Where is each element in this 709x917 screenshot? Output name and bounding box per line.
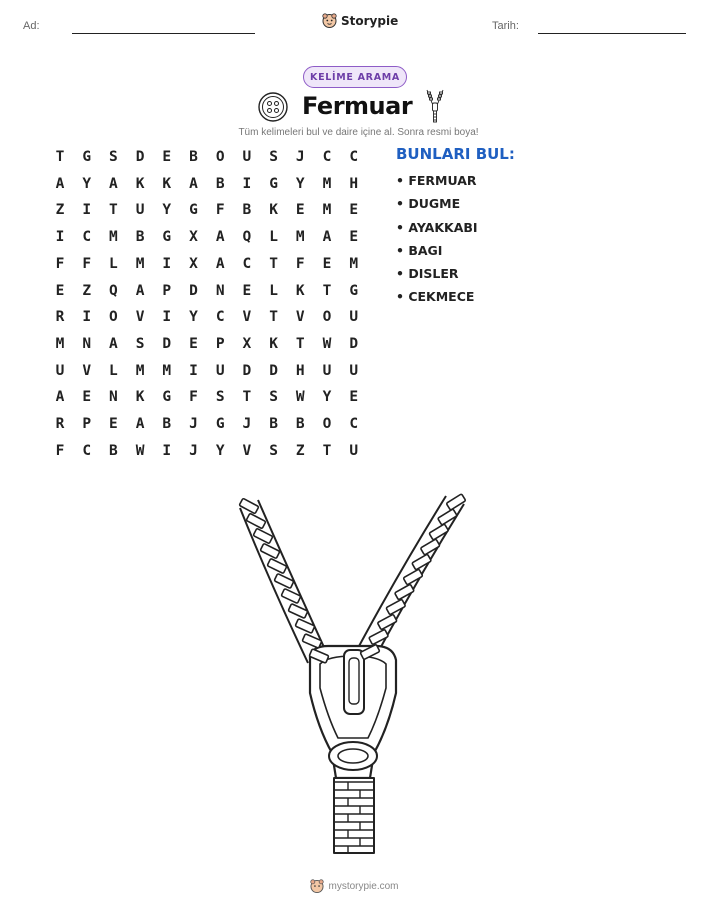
grid-letter[interactable]: M (135, 362, 145, 379)
grid-letter[interactable]: A (215, 255, 225, 272)
grid-letter[interactable]: T (269, 309, 278, 326)
grid-letter[interactable]: I (82, 309, 92, 326)
grid-letter[interactable]: C (242, 255, 252, 272)
grid-letter[interactable]: S (269, 389, 278, 406)
grid-letter[interactable]: S (215, 389, 225, 406)
grid-letter[interactable]: M (55, 335, 65, 352)
grid-letter[interactable]: U (349, 442, 359, 459)
grid-letter[interactable]: L (109, 362, 118, 379)
grid-letter[interactable]: P (215, 335, 225, 352)
grid-letter[interactable]: N (109, 389, 118, 406)
grid-letter[interactable]: S (109, 149, 118, 165)
grid-letter[interactable]: H (349, 175, 359, 192)
grid-letter[interactable]: P (82, 416, 92, 432)
grid-letter[interactable]: A (189, 175, 198, 192)
brand-name: Storypie (341, 14, 399, 28)
grid-letter[interactable]: Y (162, 202, 172, 219)
word-list-title: BUNLARI BUL: (396, 145, 515, 163)
grid-letter[interactable]: V (242, 442, 252, 459)
grid-letter[interactable]: C (82, 442, 92, 459)
grid-letter[interactable]: Y (82, 175, 92, 192)
grid-letter[interactable]: B (162, 416, 172, 432)
grid-letter[interactable]: M (135, 255, 145, 272)
storypie-mascot-icon (322, 13, 337, 29)
grid-letter[interactable]: U (55, 362, 65, 379)
grid-letter[interactable]: E (189, 335, 198, 352)
grid-letter[interactable]: E (82, 389, 92, 406)
grid-letter[interactable]: A (55, 389, 65, 406)
grid-letter[interactable]: V (135, 309, 145, 326)
grid-letter[interactable]: X (189, 255, 198, 272)
grid-letter[interactable]: G (189, 202, 198, 219)
grid-letter[interactable]: U (242, 149, 252, 165)
grid-letter[interactable]: M (295, 229, 305, 246)
grid-letter[interactable]: E (109, 416, 118, 432)
grid-letter[interactable]: W (322, 335, 332, 352)
grid-letter[interactable]: B (242, 202, 252, 219)
grid-letter[interactable]: F (215, 202, 225, 219)
grid-letter[interactable]: C (349, 149, 359, 165)
grid-letter[interactable]: F (55, 255, 65, 272)
brand-logo (322, 13, 398, 29)
grid-letter[interactable]: X (189, 229, 198, 246)
grid-letter[interactable]: A (215, 229, 225, 246)
word-item: • DISLER (396, 266, 459, 282)
grid-letter[interactable]: T (295, 335, 305, 352)
grid-letter[interactable]: I (162, 442, 172, 459)
grid-letter[interactable]: T (55, 149, 65, 165)
grid-letter[interactable]: B (109, 442, 118, 459)
grid-letter[interactable]: T (322, 442, 332, 459)
footer (0, 879, 709, 894)
grid-letter[interactable]: L (269, 229, 278, 246)
zipper-illustration (228, 488, 478, 858)
grid-letter[interactable]: B (269, 416, 278, 432)
grid-letter[interactable]: Q (109, 282, 118, 299)
grid-letter[interactable]: U (322, 362, 332, 379)
grid-letter[interactable]: T (269, 255, 278, 272)
grid-letter[interactable]: K (295, 282, 305, 299)
grid-letter[interactable]: M (322, 202, 332, 219)
grid-letter[interactable]: B (295, 416, 305, 432)
grid-letter[interactable]: N (82, 335, 92, 352)
storypie-mascot-icon (310, 879, 324, 894)
word-list (396, 172, 478, 312)
grid-letter[interactable]: J (189, 416, 198, 432)
grid-letter[interactable]: D (189, 282, 198, 299)
grid-letter[interactable]: M (109, 229, 118, 246)
grid-letter[interactable]: C (322, 149, 332, 165)
grid-letter[interactable]: E (295, 202, 305, 219)
grid-letter[interactable]: I (162, 309, 172, 326)
grid-letter[interactable]: T (109, 202, 118, 219)
grid-letter[interactable]: E (162, 149, 172, 165)
grid-letter[interactable]: Z (55, 202, 65, 219)
grid-letter[interactable]: C (82, 229, 92, 246)
grid-letter[interactable]: M (322, 175, 332, 192)
grid-letter[interactable]: A (135, 416, 145, 432)
grid-letter[interactable]: G (162, 389, 172, 406)
grid-letter[interactable]: M (162, 362, 172, 379)
grid-letter[interactable]: L (109, 255, 118, 272)
grid-letter[interactable]: B (189, 149, 198, 165)
grid-letter[interactable]: D (269, 362, 278, 379)
grid-letter[interactable]: M (349, 255, 359, 272)
grid-letter[interactable]: S (269, 149, 278, 165)
grid-letter[interactable]: Y (322, 389, 332, 406)
grid-letter[interactable]: P (162, 282, 172, 299)
grid-letter[interactable]: A (109, 175, 118, 192)
grid-letter[interactable]: O (322, 416, 332, 432)
grid-letter[interactable]: B (215, 175, 225, 192)
grid-letter[interactable]: G (349, 282, 359, 299)
grid-letter[interactable]: A (322, 229, 332, 246)
grid-letter[interactable]: T (322, 282, 332, 299)
grid-letter[interactable]: R (55, 309, 65, 326)
grid-letter[interactable]: I (55, 229, 65, 246)
grid-letter[interactable]: N (215, 282, 225, 299)
grid-letter[interactable]: V (295, 309, 305, 326)
date-line (538, 33, 686, 34)
grid-letter[interactable]: U (135, 202, 145, 219)
word-item: • FERMUAR (396, 173, 477, 188)
grid-letter[interactable]: A (55, 175, 65, 192)
grid-letter[interactable]: E (322, 255, 332, 272)
grid-letter[interactable]: E (349, 229, 359, 246)
grid-letter[interactable]: E (349, 389, 359, 406)
grid-letter[interactable]: F (55, 442, 65, 459)
grid-letter[interactable]: X (242, 335, 252, 352)
grid-letter[interactable]: Z (82, 282, 92, 299)
grid-letter[interactable]: K (162, 175, 172, 192)
grid-letter[interactable]: S (135, 335, 145, 352)
footer-url: mystorypie.com (328, 881, 399, 892)
title-row (0, 88, 709, 126)
grid-letter[interactable]: U (349, 362, 359, 379)
grid-letter[interactable]: K (269, 202, 278, 219)
grid-letter[interactable]: F (189, 389, 198, 406)
grid-letter[interactable]: E (242, 282, 252, 299)
grid-letter[interactable]: D (162, 335, 172, 352)
grid-letter[interactable]: O (215, 149, 225, 165)
grid-letter[interactable]: G (162, 229, 172, 246)
grid-letter[interactable]: I (189, 362, 198, 379)
grid-letter[interactable]: L (269, 282, 278, 299)
word-item: • AYAKKABI (396, 219, 478, 235)
grid-letter[interactable]: G (82, 149, 92, 165)
grid-letter[interactable]: Y (295, 175, 305, 192)
name-label: Ad: (23, 20, 40, 32)
grid-letter[interactable]: V (242, 309, 252, 326)
grid-letter[interactable]: I (162, 255, 172, 272)
grid-letter[interactable]: W (295, 389, 305, 406)
name-line (72, 33, 255, 34)
word-item: • DUGME (396, 196, 461, 212)
grid-letter[interactable]: W (135, 442, 145, 459)
grid-letter[interactable]: I (242, 175, 252, 192)
grid-letter[interactable]: B (135, 229, 145, 246)
grid-letter[interactable]: K (135, 175, 145, 192)
grid-letter[interactable]: E (349, 202, 359, 219)
grid-letter[interactable]: T (242, 389, 252, 406)
date-label: Tarih: (492, 20, 519, 32)
grid-letter[interactable]: I (82, 202, 92, 219)
grid-letter[interactable]: F (82, 255, 92, 272)
grid-letter[interactable]: F (295, 255, 305, 272)
category-badge: KELİME ARAMA (303, 66, 407, 88)
grid-letter[interactable]: U (349, 309, 359, 326)
grid-letter[interactable]: K (135, 389, 145, 406)
grid-letter[interactable]: H (295, 362, 305, 379)
small-zipper-icon (424, 89, 446, 123)
button-icon (257, 91, 289, 123)
grid-letter[interactable]: G (269, 175, 278, 192)
grid-letter[interactable]: V (82, 362, 92, 379)
grid-letter[interactable]: O (109, 309, 118, 326)
grid-letter[interactable]: C (349, 416, 359, 432)
grid-letter[interactable]: S (269, 442, 278, 459)
grid-letter[interactable]: C (215, 309, 225, 326)
word-item: • CEKMECE (396, 289, 475, 305)
grid-letter[interactable]: A (109, 335, 118, 352)
grid-letter[interactable]: G (215, 416, 225, 432)
page-title: Fermuar (302, 92, 413, 120)
grid-letter[interactable]: Y (189, 309, 198, 326)
grid-letter[interactable]: A (135, 282, 145, 299)
grid-letter[interactable]: D (135, 149, 145, 165)
grid-letter[interactable]: Q (242, 229, 252, 246)
grid-letter[interactable]: R (55, 416, 65, 432)
grid-letter[interactable]: K (269, 335, 278, 352)
grid-letter[interactable]: J (242, 416, 252, 432)
instructions: Tüm kelimeleri bul ve daire içine al. Sonra resmi boya! (238, 127, 479, 138)
grid-letter[interactable]: U (215, 362, 225, 379)
grid-letter[interactable]: D (242, 362, 252, 379)
grid-letter[interactable]: D (349, 335, 359, 352)
grid-letter[interactable]: J (189, 442, 198, 459)
grid-letter[interactable]: O (322, 309, 332, 326)
grid-letter[interactable]: E (55, 282, 65, 299)
word-item: • BAGI (396, 242, 443, 258)
grid-letter[interactable]: J (295, 149, 305, 165)
grid-letter[interactable]: Y (215, 442, 225, 459)
grid-letter[interactable]: Z (295, 442, 305, 459)
